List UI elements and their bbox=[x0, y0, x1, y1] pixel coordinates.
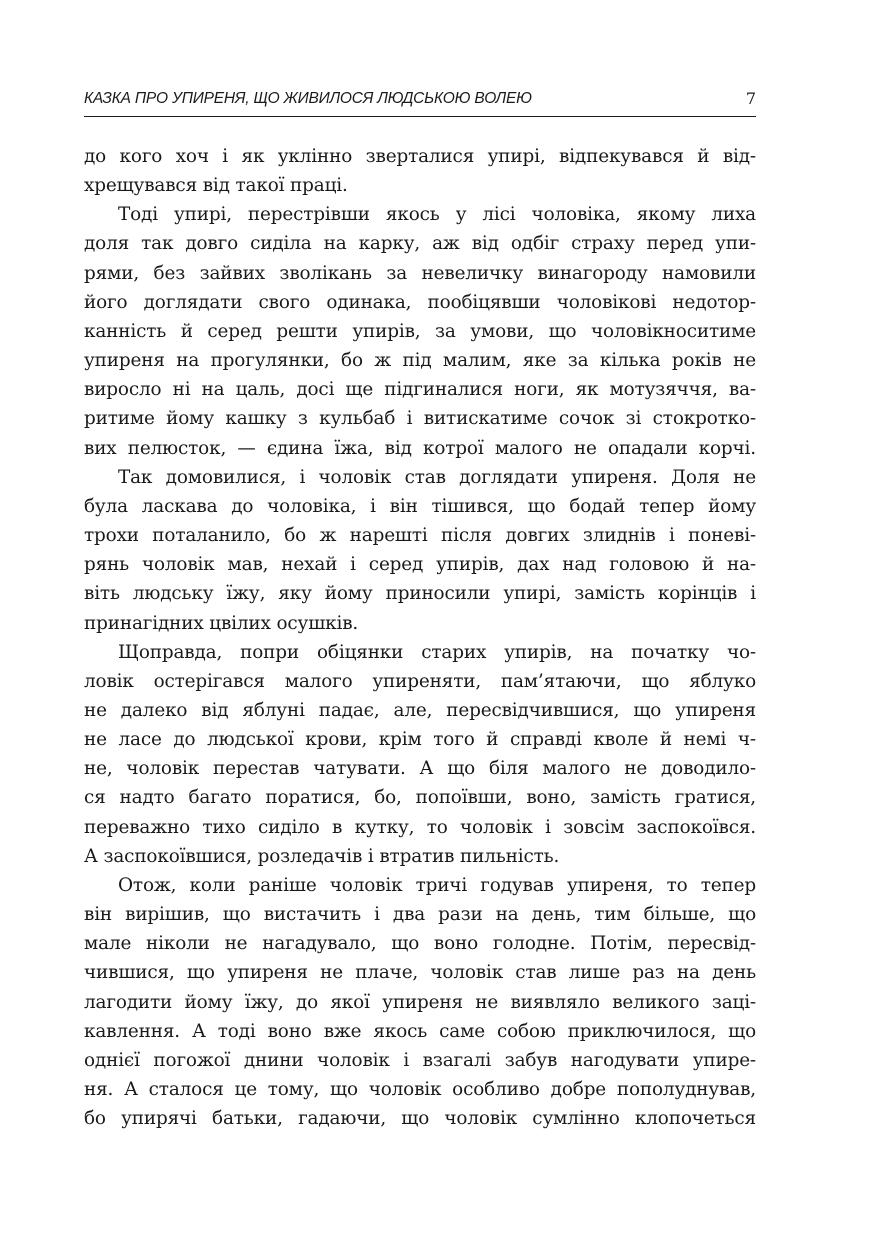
page-number: 7 bbox=[745, 89, 756, 108]
text-line: була ласкава до чоловіка, і він тішився, що бодай тепер йому bbox=[84, 495, 756, 517]
text-line: не далеко від яблуні падає, але, пересвідчившися, що упиреня bbox=[84, 699, 756, 721]
text-line: Щоправда, попри обіцянки старих упирів, на початку чо- bbox=[118, 641, 756, 663]
text-line: не ласе до людської крови, крім того й справді кволе й немі ч- bbox=[84, 729, 756, 751]
text-line: віть людську їжу, яку йому приносили упирі, замість корінців і bbox=[84, 583, 756, 605]
running-header bbox=[84, 88, 756, 117]
text-line: рями, без зайвих зволікань за невеличку винагороду намовили bbox=[84, 262, 756, 284]
text-line: принагідних цвілих осушків. bbox=[84, 612, 359, 634]
text-line: його доглядати свого одинака, пообіцявши чоловікові недотор- bbox=[84, 291, 756, 313]
text-line: переважно тихо сиділо в кутку, то чоловік і зовсім заспокоївся. bbox=[84, 816, 756, 838]
text-line: лагодити йому їжу, до якої упиреня не виявляло великого заці- bbox=[84, 991, 756, 1013]
text-line: А заспокоївшися, розледачів і втратив пильність. bbox=[84, 845, 560, 867]
text-line: канність й серед решти упирів, за умови, що чоловікноситиме bbox=[84, 320, 756, 342]
text-line: однієї погожої днини чоловік і взагалі забув нагодувати упире- bbox=[84, 1049, 756, 1071]
text-line: він вирішив, що вистачить і два рази на день, тим більше, що bbox=[84, 904, 756, 926]
text-line: бо упирячі батьки, гадаючи, що чоловік сумлінно клопочеться bbox=[84, 1108, 756, 1130]
text-line: до кого хоч і як уклінно зверталися упирі, відпекувався й від- bbox=[84, 146, 756, 167]
text-line: ритиме йому кашку з кульбаб і витискатиме сочок зі стокротко- bbox=[84, 408, 756, 430]
text-line: ловік остерігався малого упиреняти, пам’ятаючи, що яблуко bbox=[84, 670, 756, 692]
text-line: ся надто багато поратися, бо, попоївши, воно, замість гратися, bbox=[84, 787, 756, 809]
text-line: мале ніколи не нагадувало, що воно голодне. Потім, пересвід- bbox=[84, 933, 756, 955]
running-title: КАЗКА ПРО УПИРЕНЯ, ЩО ЖИВИЛОСЯ ЛЮДСЬКОЮ ВОЛЕЮ bbox=[84, 90, 532, 107]
body-text bbox=[84, 142, 756, 1133]
text-line: хрещувався від такої праці. bbox=[84, 175, 348, 197]
text-line: доля так довго сиділа на карку, аж від одбіг страху перед упи- bbox=[84, 233, 756, 255]
text-line: упиреня на прогулянки, бо ж під малим, яке за кілька років не bbox=[84, 350, 756, 372]
text-line: кавлення. А тоді воно вже якось саме собою приключилося, що bbox=[84, 1020, 756, 1042]
text-line: ня. А сталося це тому, що чоловік особливо добре пополуднував, bbox=[84, 1079, 756, 1100]
text-line: трохи поталанило, бо ж нарешті після довгих злиднів і поневі- bbox=[84, 525, 756, 547]
text-line: вих пелюсток, — єдина їжа, від котрої малого не опадали корчі. bbox=[84, 437, 756, 459]
text-line: Отож, коли раніше чоловік тричі годував упиреня, то тепер bbox=[118, 874, 756, 896]
text-line: Тоді упирі, перестрівши якось у лісі чоловіка, якому лиха bbox=[118, 204, 756, 226]
text-line: не, чоловік перестав чатувати. А що біля малого не доводило- bbox=[84, 758, 756, 780]
text-line: рянь чоловік мав, нехай і серед упирів, дах над головою й на- bbox=[84, 554, 756, 576]
text-line: виросло ні на цаль, досі ще підгиналися ноги, як мотузяччя, ва- bbox=[84, 379, 756, 401]
text-line: чившися, що упиреня не плаче, чоловік став лише раз на день bbox=[84, 962, 756, 984]
text-line: Так домовилися, і чоловік став доглядати упиреня. Доля не bbox=[118, 466, 756, 488]
